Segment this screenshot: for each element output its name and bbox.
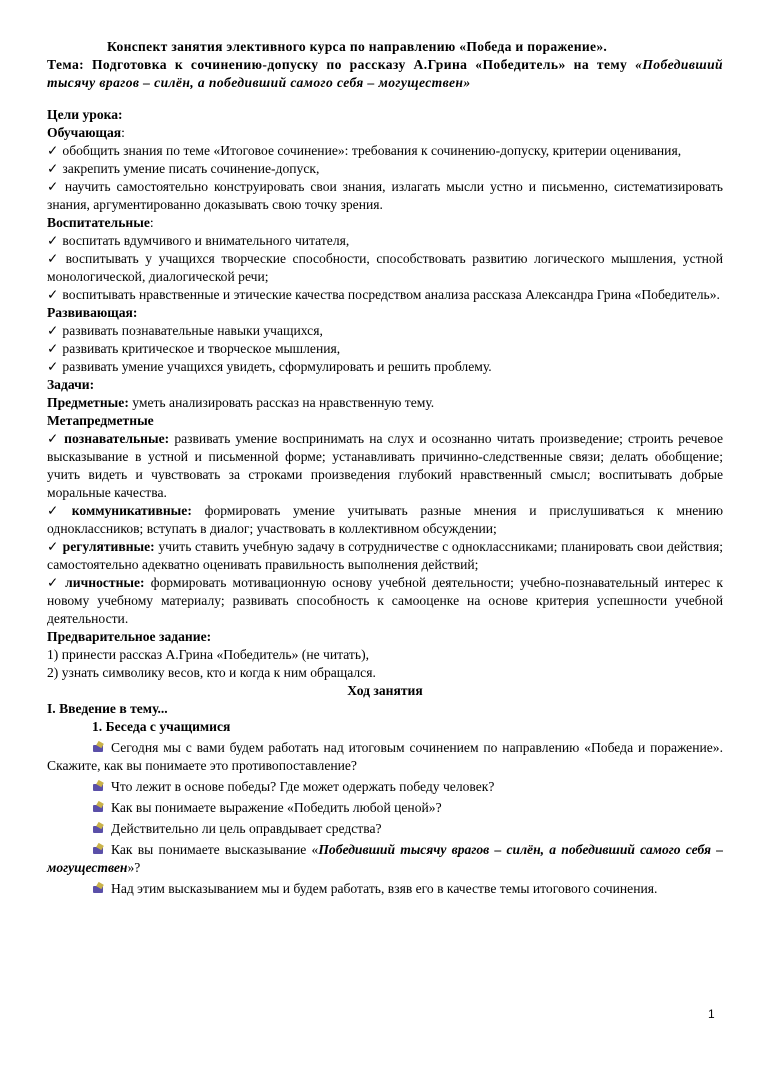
check-icon: ✓ [47,179,59,194]
check-icon: ✓ [47,575,59,590]
meta-item: ✓ регулятивные: учить ставить учебную задачу в сотрудничестве с одноклассниками; планировать свои действия; самостоятельно адекватно оценивать правильность выполнения действий; [47,539,723,572]
developing-heading: Развивающая: [47,305,138,320]
book-bullet-icon [92,883,105,894]
list-item: ✓ воспитывать нравственные и этические качества посредством анализа рассказа Александра Грина «Победитель». [47,287,720,302]
list-item: ✓ закрепить умение писать сочинение-допуск, [47,161,320,176]
prelim-item: 2) узнать символику весов, кто и когда к ним обращался. [47,665,376,680]
topic-quote: «Победивший тысячу врагов – силён, а победивший самого себя – могуществен» [47,57,723,90]
list-item: ✓ воспитывать у учащихся творческие способности, способствовать развитию логического мышления, устной монологической, диалогической речи; [47,251,723,284]
document-page [47,38,723,898]
prelim-heading: Предварительное задание: [47,629,212,644]
list-item: ✓ развивать познавательные навыки учащихся, [47,323,323,338]
topic-prefix: Тема: Подготовка к сочинению-допуску по рассказу А.Грина «Победитель» на тему [47,57,636,72]
check-icon: ✓ [47,431,59,446]
document-title: Конспект занятия элективного курса по направлению «Победа и поражение». [107,39,608,54]
talk-heading: 1. Беседа с учащимися [92,719,231,734]
book-bullet-icon [92,781,105,792]
book-bullet-icon [92,742,105,753]
book-bullet-icon [92,823,105,834]
book-bullet-icon [92,802,105,813]
meta-item: ✓ личностные: формировать мотивационную основу учебной деятельности; учебно-познавательный интерес к новому учебному материалу; развивать способность к самооценке на основе критерия успешности учебной деятельности. [47,575,724,626]
book-bullet-icon [92,844,105,855]
check-icon: ✓ [47,539,59,554]
check-icon: ✓ [47,251,59,266]
talk-item: Что лежит в основе победы? Где может одержать победу человек? [47,778,723,796]
list-item: ✓ научить самостоятельно конструировать свои знания, излагать мысли устно и письменно, систематизировать знания, аргументированно доказывать свою точку зрения. [47,179,723,212]
check-icon: ✓ [47,161,59,176]
list-item: ✓ обобщить знания по теме «Итоговое сочинение»: требования к сочинению-допуску, критерии оценивания, [47,143,682,158]
check-icon: ✓ [47,359,59,374]
tasks-heading: Задачи: [47,377,95,392]
check-icon: ✓ [47,503,59,518]
list-item: ✓ развивать критическое и творческое мышления, [47,341,341,356]
meta-item: ✓ коммуникативные: формировать умение учитывать разные мнения и прислушиваться к мнению одноклассников; вступать в диалог; участвовать в коллективном обсуждении; [47,503,724,536]
page-number: 1 [708,1007,715,1021]
talk-item: Действительно ли цель оправдывает средства? [47,820,723,838]
teaching-heading: Обучающая: [47,125,125,140]
check-icon: ✓ [47,287,59,302]
meta-heading: Метапредметные [47,413,154,428]
talk-item: Над этим высказыванием мы и будем работать, взяв его в качестве темы итогового сочинения. [47,880,723,898]
meta-item: ✓ познавательные: развивать умение воспринимать на слух и осознанно читать произведение; строить речевое высказывание в устной и письменной форме; устанавливать причинно-следственные связи; делать обобщение; учить видеть и чувствовать за строками произведения глубокий нравственный смысл; воспитывать добрые моральные качества. [47,431,723,500]
check-icon: ✓ [47,143,59,158]
list-item: ✓ развивать умение учащихся увидеть, сформулировать и решить проблему. [47,359,492,374]
check-icon: ✓ [47,323,59,338]
talk-item: Как вы понимаете выражение «Победить любой ценой»? [47,799,723,817]
prelim-item: 1) принести рассказ А.Грина «Победитель» (не читать), [47,647,370,662]
intro-heading: I. Введение в тему... [47,701,168,716]
course-heading: Ход занятия [347,683,423,698]
list-item: ✓ воспитать вдумчивого и внимательного читателя, [47,233,350,248]
talk-item: Как вы понимаете высказывание «Победивший тысячу врагов – силён, а победивший самого себя – могуществен»? [47,842,723,875]
check-icon: ✓ [47,233,59,248]
lesson-topic [47,56,723,92]
check-icon: ✓ [47,341,59,356]
subject-results: Предметные: уметь анализировать рассказ на нравственную тему. [47,395,435,410]
goals-heading: Цели урока: [47,107,123,122]
upbringing-heading: Воспитательные: [47,215,154,230]
talk-item: Сегодня мы с вами будем работать над итоговым сочинением по направлению «Победа и поражение». Скажите, как вы понимаете это противопоставление? [47,740,723,773]
